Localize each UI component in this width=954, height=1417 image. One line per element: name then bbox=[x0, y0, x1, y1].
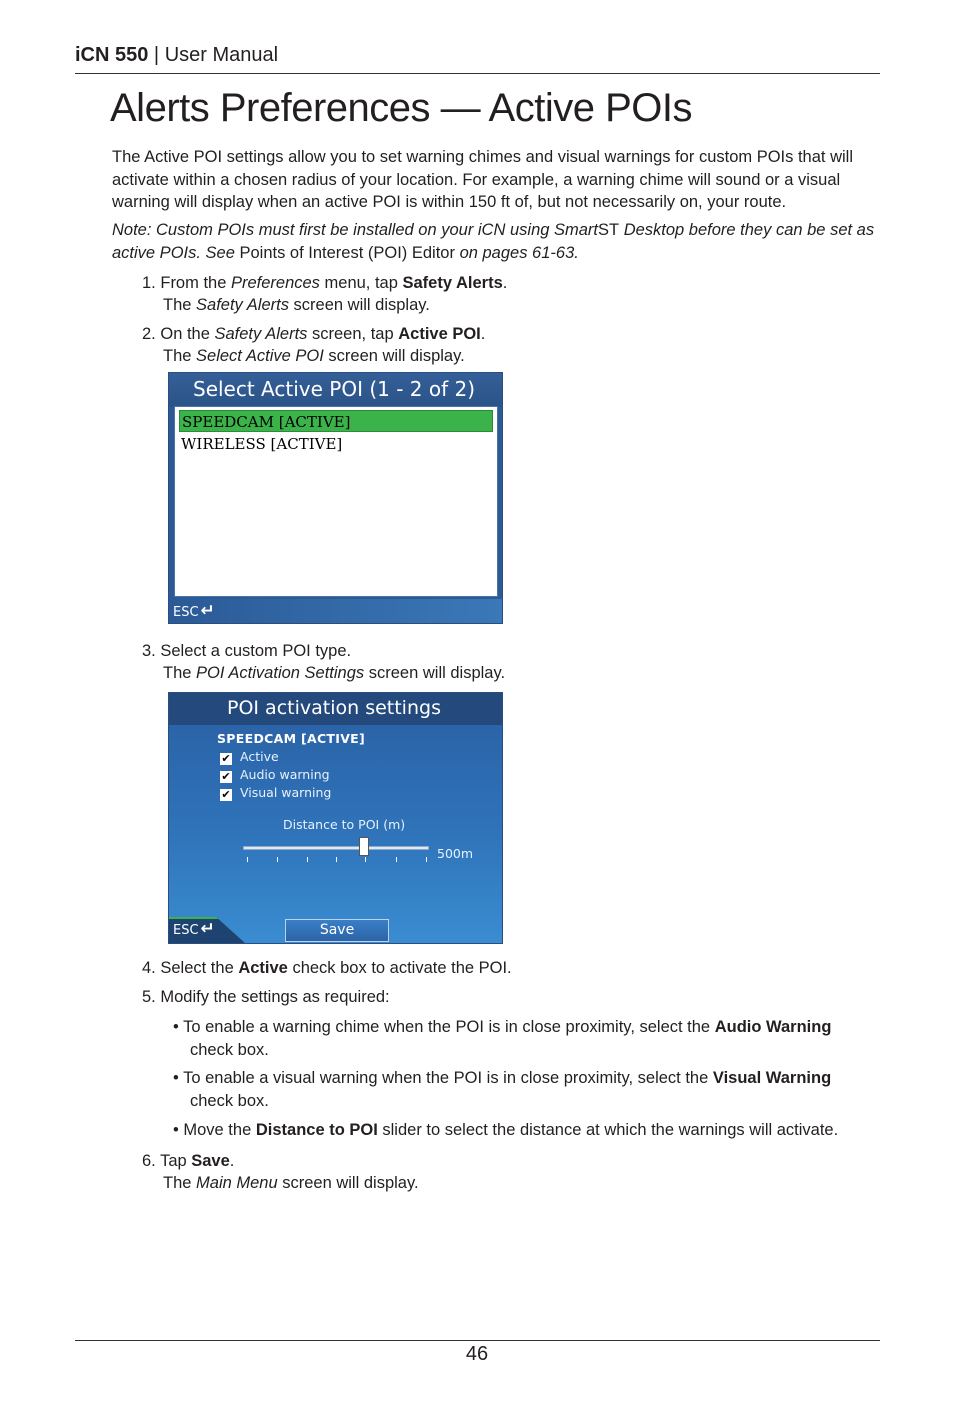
audio-warning-checkbox[interactable]: ✔ Audio warning bbox=[221, 767, 330, 783]
product-name: iCN 550 bbox=[75, 44, 149, 66]
poi-list-item[interactable]: WIRELESS [ACTIVE] bbox=[181, 435, 343, 453]
step-bold: Safety Alerts bbox=[402, 274, 503, 292]
slider-tick bbox=[247, 857, 248, 862]
distance-slider-value: 500m bbox=[437, 846, 474, 861]
step-result: The Safety Alerts screen will display. bbox=[163, 296, 430, 314]
step-result: The POI Activation Settings screen will display. bbox=[163, 664, 506, 682]
note-before: Note: Custom POIs must first be installed on your iCN using Smart bbox=[112, 221, 599, 239]
save-button[interactable]: Save bbox=[285, 919, 389, 942]
step-text: . bbox=[229, 1152, 235, 1170]
poi-list bbox=[174, 406, 498, 597]
screen-title: POI activation settings bbox=[169, 693, 502, 725]
screen-bottom-bar bbox=[169, 599, 502, 624]
note-reference: Points of Interest (POI) Editor bbox=[239, 243, 455, 262]
step-italic: Preferences bbox=[230, 274, 320, 292]
slider-tick bbox=[277, 857, 278, 862]
esc-label: ESC bbox=[173, 923, 199, 938]
active-checkbox[interactable]: ✔ Active bbox=[221, 749, 279, 765]
note-smartst: ST bbox=[598, 221, 620, 239]
step-text: Select a custom POI type. bbox=[160, 642, 352, 660]
step-text: . bbox=[502, 274, 508, 292]
screen-title: Select Active POI (1 - 2 of 2) bbox=[169, 373, 502, 407]
step-text: menu, tap bbox=[319, 274, 403, 292]
bullet-item: • To enable a warning chime when the POI is in close proximity, select the Audio Warning check box. bbox=[173, 1018, 832, 1059]
slider-tick bbox=[307, 857, 308, 862]
step-text: Modify the settings as required: bbox=[160, 988, 390, 1006]
step-text: From the bbox=[160, 274, 231, 292]
step-text: . bbox=[480, 325, 486, 343]
step-2 bbox=[142, 323, 882, 367]
step-5 bbox=[142, 986, 882, 1008]
running-header bbox=[75, 44, 880, 74]
slider-tick bbox=[426, 857, 427, 862]
step-bold: Active bbox=[238, 959, 288, 977]
step-number: 3. bbox=[142, 642, 156, 660]
page-number: 46 bbox=[465, 1343, 489, 1365]
back-arrow-icon: ↵ bbox=[200, 919, 215, 939]
step-result: The Select Active POI screen will display. bbox=[163, 347, 465, 365]
slider-tick bbox=[336, 857, 337, 862]
bullet-item: • To enable a visual warning when the POI is in close proximity, select the Visual Warning check box. bbox=[173, 1069, 832, 1110]
distance-slider-track[interactable] bbox=[243, 846, 429, 850]
step-number: 1. bbox=[142, 274, 156, 292]
step-1 bbox=[142, 272, 882, 316]
checkmark-icon: ✔ bbox=[221, 752, 231, 765]
step-number: 2. bbox=[142, 325, 156, 343]
step-4 bbox=[142, 957, 882, 979]
step-result: The Main Menu screen will display. bbox=[163, 1174, 419, 1192]
step-6 bbox=[142, 1150, 882, 1194]
poi-activation-settings-screenshot bbox=[168, 692, 503, 944]
step-3 bbox=[142, 640, 882, 684]
distance-slider-thumb[interactable] bbox=[359, 837, 369, 856]
note-after: on pages 61-63. bbox=[454, 243, 579, 262]
esc-button[interactable] bbox=[173, 919, 215, 939]
step-text: On the bbox=[160, 325, 215, 343]
step-bold: Save bbox=[191, 1152, 230, 1170]
step-text: screen, tap bbox=[307, 325, 399, 343]
manual-label: User Manual bbox=[164, 44, 279, 66]
back-arrow-icon: ↵ bbox=[200, 601, 215, 621]
header-separator: | bbox=[148, 44, 165, 66]
note-paragraph bbox=[112, 219, 882, 264]
checkmark-icon: ✔ bbox=[221, 770, 231, 783]
step-bold: Active POI bbox=[398, 325, 481, 343]
step-text: check box to activate the POI. bbox=[287, 959, 512, 977]
slider-tick bbox=[365, 857, 366, 862]
poi-list-item-selected[interactable]: SPEEDCAM [ACTIVE] bbox=[179, 410, 493, 432]
esc-label: ESC bbox=[173, 605, 199, 620]
step-number: 4. bbox=[142, 959, 156, 977]
bullet-item: • Move the Distance to POI slider to select the distance at which the warnings will activate. bbox=[173, 1121, 839, 1139]
step-number: 6. bbox=[142, 1152, 156, 1170]
note-middle: Desktop before they can be set as active POIs. See bbox=[112, 221, 875, 262]
visual-warning-checkbox[interactable]: ✔ Visual warning bbox=[221, 785, 332, 801]
select-active-poi-screenshot bbox=[168, 372, 503, 624]
checkmark-icon: ✔ bbox=[221, 788, 231, 801]
slider-tick bbox=[396, 857, 397, 862]
step-italic: Safety Alerts bbox=[214, 325, 308, 343]
distance-slider-label: Distance to POI (m) bbox=[283, 817, 406, 832]
footer-rule bbox=[75, 1340, 880, 1341]
step-text: Tap bbox=[160, 1152, 192, 1170]
intro-paragraph: The Active POI settings allow you to set warning chimes and visual warnings for custom POIs that will activate within a chosen radius of your location. For example, a warning chime will sound or a visual warning will display when an active POI is within 150 ft of, but not necessarily on, your route. bbox=[112, 148, 853, 211]
step-text: Select the bbox=[160, 959, 239, 977]
poi-name: SPEEDCAM [ACTIVE] bbox=[217, 731, 366, 746]
esc-button[interactable] bbox=[173, 601, 215, 621]
step-number: 5. bbox=[142, 988, 156, 1006]
page-title: Alerts Preferences — Active POIs bbox=[110, 86, 692, 130]
